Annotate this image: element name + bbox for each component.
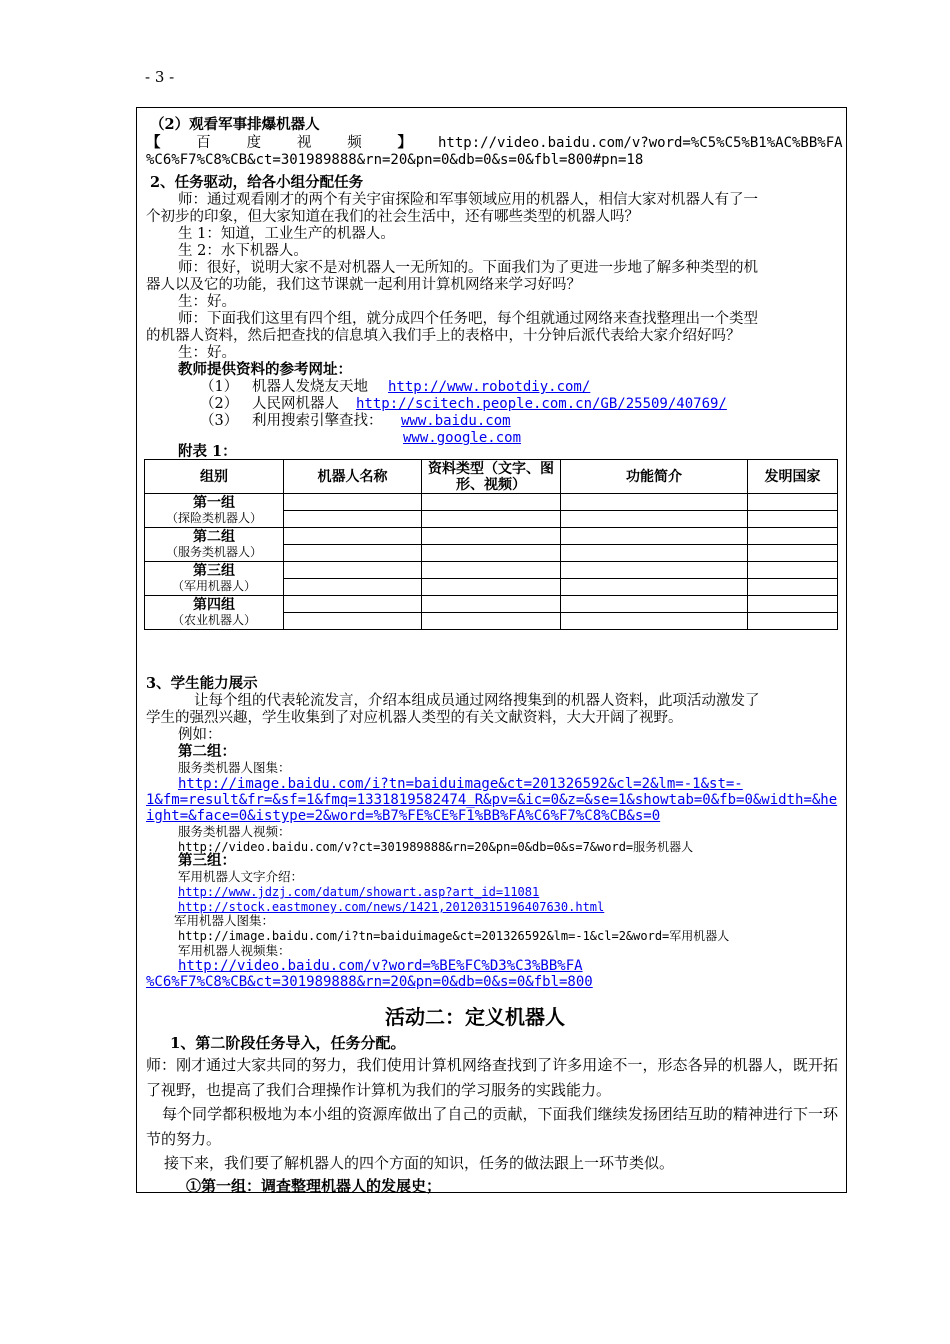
page-number: - 3 - bbox=[145, 68, 175, 86]
dialogue-line: 师：下面我们这里有四个组，就分成四个任务吧，每个组就通过网络来查找整理出一个类型 bbox=[178, 311, 758, 327]
label-char: 视 bbox=[296, 135, 312, 151]
group-cell bbox=[145, 596, 284, 630]
eastmoney-link[interactable]: http://stock.eastmoney.com/news/1421,20120315196407630.html bbox=[178, 900, 605, 914]
group-heading: 第三组： bbox=[178, 852, 236, 869]
group-name: 第三组 bbox=[193, 563, 235, 579]
dialogue-line: 师：通过观看刚才的两个有关宇宙探险和军事领域应用的机器人，相信大家对机器人有了一 bbox=[178, 192, 758, 208]
dialogue-line: 器人以及它的功能，我们这节课就一起利用计算机网络来学习好吗？ bbox=[146, 277, 581, 293]
resource-label: 军用机器人图集： bbox=[174, 913, 275, 928]
empty-cell bbox=[422, 545, 561, 562]
dialogue-line: 生：好。 bbox=[178, 294, 236, 310]
empty-cell bbox=[422, 528, 561, 545]
empty-cell bbox=[284, 613, 422, 630]
body-line: 学生的强烈兴趣，学生收集到了对应机器人类型的有关文献资料，大大开阔了视野。 bbox=[146, 710, 683, 726]
empty-cell bbox=[561, 511, 748, 528]
group-cell bbox=[145, 528, 284, 562]
empty-cell bbox=[284, 511, 422, 528]
section-heading: 2、任务驱动，给各小组分配任务 bbox=[150, 174, 364, 191]
service-robot-image-link[interactable]: http://image.baidu.com/i?tn=baiduimage&ct=201326592&cl=2&lm=-1&st=- bbox=[178, 776, 743, 792]
empty-cell bbox=[422, 613, 561, 630]
google-link[interactable]: www.google.com bbox=[403, 430, 522, 446]
empty-cell bbox=[748, 494, 838, 511]
group-type: （农业机器人） bbox=[171, 613, 256, 627]
group-cell bbox=[145, 562, 284, 596]
body-paragraph: 接下来，我们要了解机器人的四个方面的知识，任务的做法跟上一环节类似。 bbox=[164, 1154, 675, 1172]
section-heading: 1、第二阶段任务导入，任务分配。 bbox=[170, 1034, 406, 1052]
section-heading: （2）观看军事排爆机器人 bbox=[150, 116, 320, 133]
table-row bbox=[145, 494, 838, 511]
empty-cell bbox=[284, 528, 422, 545]
empty-cell bbox=[748, 562, 838, 579]
header-cell: 组别 bbox=[145, 460, 284, 494]
empty-cell bbox=[748, 528, 838, 545]
group-cell bbox=[145, 494, 284, 528]
resource-label: 军用机器人视频集： bbox=[178, 943, 291, 958]
ref-text: 机器人发烧友天地 bbox=[252, 379, 368, 395]
body-line: 让每个组的代表轮流发言，介绍本组成员通过网络搜集到的机器人资料，此项活动激发了 bbox=[194, 693, 760, 709]
empty-cell bbox=[561, 528, 748, 545]
group-type: （服务类机器人） bbox=[165, 545, 262, 559]
empty-cell bbox=[561, 494, 748, 511]
activity-title: 活动二：定义机器人 bbox=[385, 1005, 565, 1029]
dialogue-line: 个初步的印象，但大家知道在我们的社会生活中，还有哪些类型的机器人吗？ bbox=[146, 209, 639, 225]
empty-cell bbox=[748, 596, 838, 613]
military-robot-image-url: http://image.baidu.com/i?tn=baiduimage&ct=201326592&lm=-1&cl=2&word=军用机器人 bbox=[178, 929, 730, 943]
bracket-close: 】 bbox=[397, 134, 412, 151]
body-paragraph: 每个同学都积极地为本小组的资源库做出了自己的贡献，下面我们继续发扬团结互助的精神进行下一环节的努力。 bbox=[146, 1105, 838, 1148]
table-row bbox=[145, 562, 838, 579]
table-row bbox=[145, 596, 838, 613]
ref-number: （2） bbox=[200, 396, 239, 412]
ref-number: （1） bbox=[200, 379, 239, 395]
ref-text: 利用搜索引擎查找： bbox=[252, 413, 383, 429]
reference-heading: 教师提供资料的参考网址： bbox=[178, 361, 352, 378]
empty-cell bbox=[422, 596, 561, 613]
ref-text: 人民网机器人 bbox=[252, 396, 339, 412]
table-header-row bbox=[145, 460, 838, 494]
empty-cell bbox=[284, 596, 422, 613]
empty-cell bbox=[422, 562, 561, 579]
empty-cell bbox=[422, 511, 561, 528]
service-robot-image-link-cont[interactable]: 1&fm=result&fr=&sf=1&fmq=1331819582474_R&pv=&ic=0&z=&se=1&showtab=0&fb=0&width=&he bbox=[146, 792, 838, 808]
empty-cell bbox=[422, 494, 561, 511]
ref-number: （3） bbox=[200, 413, 239, 429]
dialogue-line: 生：好。 bbox=[178, 345, 236, 361]
header-cell: 发明国家 bbox=[748, 460, 838, 494]
empty-cell bbox=[748, 545, 838, 562]
dialogue-line: 生 1：知道，工业生产的机器人。 bbox=[178, 226, 395, 242]
empty-cell bbox=[561, 545, 748, 562]
dialogue-line: 师：很好，说明大家不是对机器人一无所知的。下面我们为了更进一步地了解多种类型的机 bbox=[178, 260, 758, 276]
group-type: （军用机器人） bbox=[171, 579, 256, 593]
empty-cell bbox=[284, 494, 422, 511]
service-robot-video-url: http://video.baidu.com/v?ct=301989888&rn=20&pn=0&db=0&s=7&word=服务机器人 bbox=[178, 840, 694, 854]
empty-cell bbox=[284, 545, 422, 562]
service-robot-image-link-cont[interactable]: ight=&face=0&istype=2&word=%B7%FE%CE%F1%BB%FA%C6%F7%C8%CB&s=0 bbox=[146, 808, 661, 824]
empty-cell bbox=[748, 613, 838, 630]
label-char: 频 bbox=[347, 135, 362, 151]
group-name: 第四组 bbox=[193, 597, 235, 613]
section-heading: 3、学生能力展示 bbox=[146, 675, 258, 692]
baidu-video-label bbox=[146, 134, 412, 152]
empty-cell bbox=[561, 562, 748, 579]
body-paragraph: 师：刚才通过大家共同的努力，我们使用计算机网络查找到了许多用途不一，形态各异的机器人，既开拓了视野，也提高了我们合理操作计算机为我们的学习服务的实践能力。 bbox=[146, 1056, 838, 1099]
empty-cell bbox=[422, 579, 561, 596]
appendix-label: 附表 1： bbox=[178, 443, 237, 460]
task-item: ①第一组：调查整理机器人的发展史； bbox=[186, 1177, 442, 1195]
group-name: 第二组 bbox=[193, 529, 235, 545]
empty-cell bbox=[561, 613, 748, 630]
resource-label: 服务类机器人图集： bbox=[178, 760, 291, 775]
military-robot-video-link-cont[interactable]: %C6%F7%C8%CB&ct=301989888&rn=20&pn=0&db=0&s=0&fbl=800 bbox=[146, 974, 593, 990]
label-char: 百 bbox=[196, 135, 211, 151]
military-robot-video-link[interactable]: http://video.baidu.com/v?word=%BE%FC%D3%C3%BB%FA bbox=[178, 958, 583, 974]
video-url: http://video.baidu.com/v?word=%C5%C5%B1%AC%BB%FA bbox=[438, 135, 843, 151]
robotdiy-link[interactable]: http://www.robotdiy.com/ bbox=[388, 379, 591, 395]
resource-label: 军用机器人文字介绍： bbox=[178, 869, 304, 884]
header-cell: 资料类型（文字、图形、视频） bbox=[422, 460, 561, 494]
baidu-link[interactable]: www.baidu.com bbox=[401, 413, 511, 429]
video-url-cont: %C6%F7%C8%CB&ct=301989888&rn=20&pn=0&db=0&s=0&fbl=800#pn=18 bbox=[146, 152, 644, 168]
empty-cell bbox=[284, 562, 422, 579]
bracket-open: 【 bbox=[146, 134, 161, 151]
empty-cell bbox=[561, 579, 748, 596]
group-type: （探险类机器人） bbox=[165, 511, 262, 525]
people-link[interactable]: http://scitech.people.com.cn/GB/25509/40769/ bbox=[356, 396, 727, 412]
label-char: 度 bbox=[246, 135, 262, 151]
group-heading: 第二组： bbox=[178, 743, 236, 760]
header-cell: 功能简介 bbox=[561, 460, 748, 494]
header-cell: 机器人名称 bbox=[284, 460, 422, 494]
empty-cell bbox=[561, 596, 748, 613]
example-label: 例如： bbox=[178, 727, 222, 743]
dialogue-line: 的机器人资料，然后把查找的信息填入我们手上的表格中，十分钟后派代表给大家介绍好吗？ bbox=[146, 328, 741, 344]
empty-cell bbox=[748, 579, 838, 596]
dialogue-line: 生 2：水下机器人。 bbox=[178, 243, 308, 259]
table-row bbox=[145, 528, 838, 545]
robot-task-table bbox=[144, 459, 838, 630]
empty-cell bbox=[284, 579, 422, 596]
resource-label: 服务类机器人视频： bbox=[178, 824, 291, 839]
group-name: 第一组 bbox=[193, 495, 235, 511]
empty-cell bbox=[748, 511, 838, 528]
jdzj-link[interactable]: http://www.jdzj.com/datum/showart.asp?art_id=11081 bbox=[178, 885, 540, 899]
